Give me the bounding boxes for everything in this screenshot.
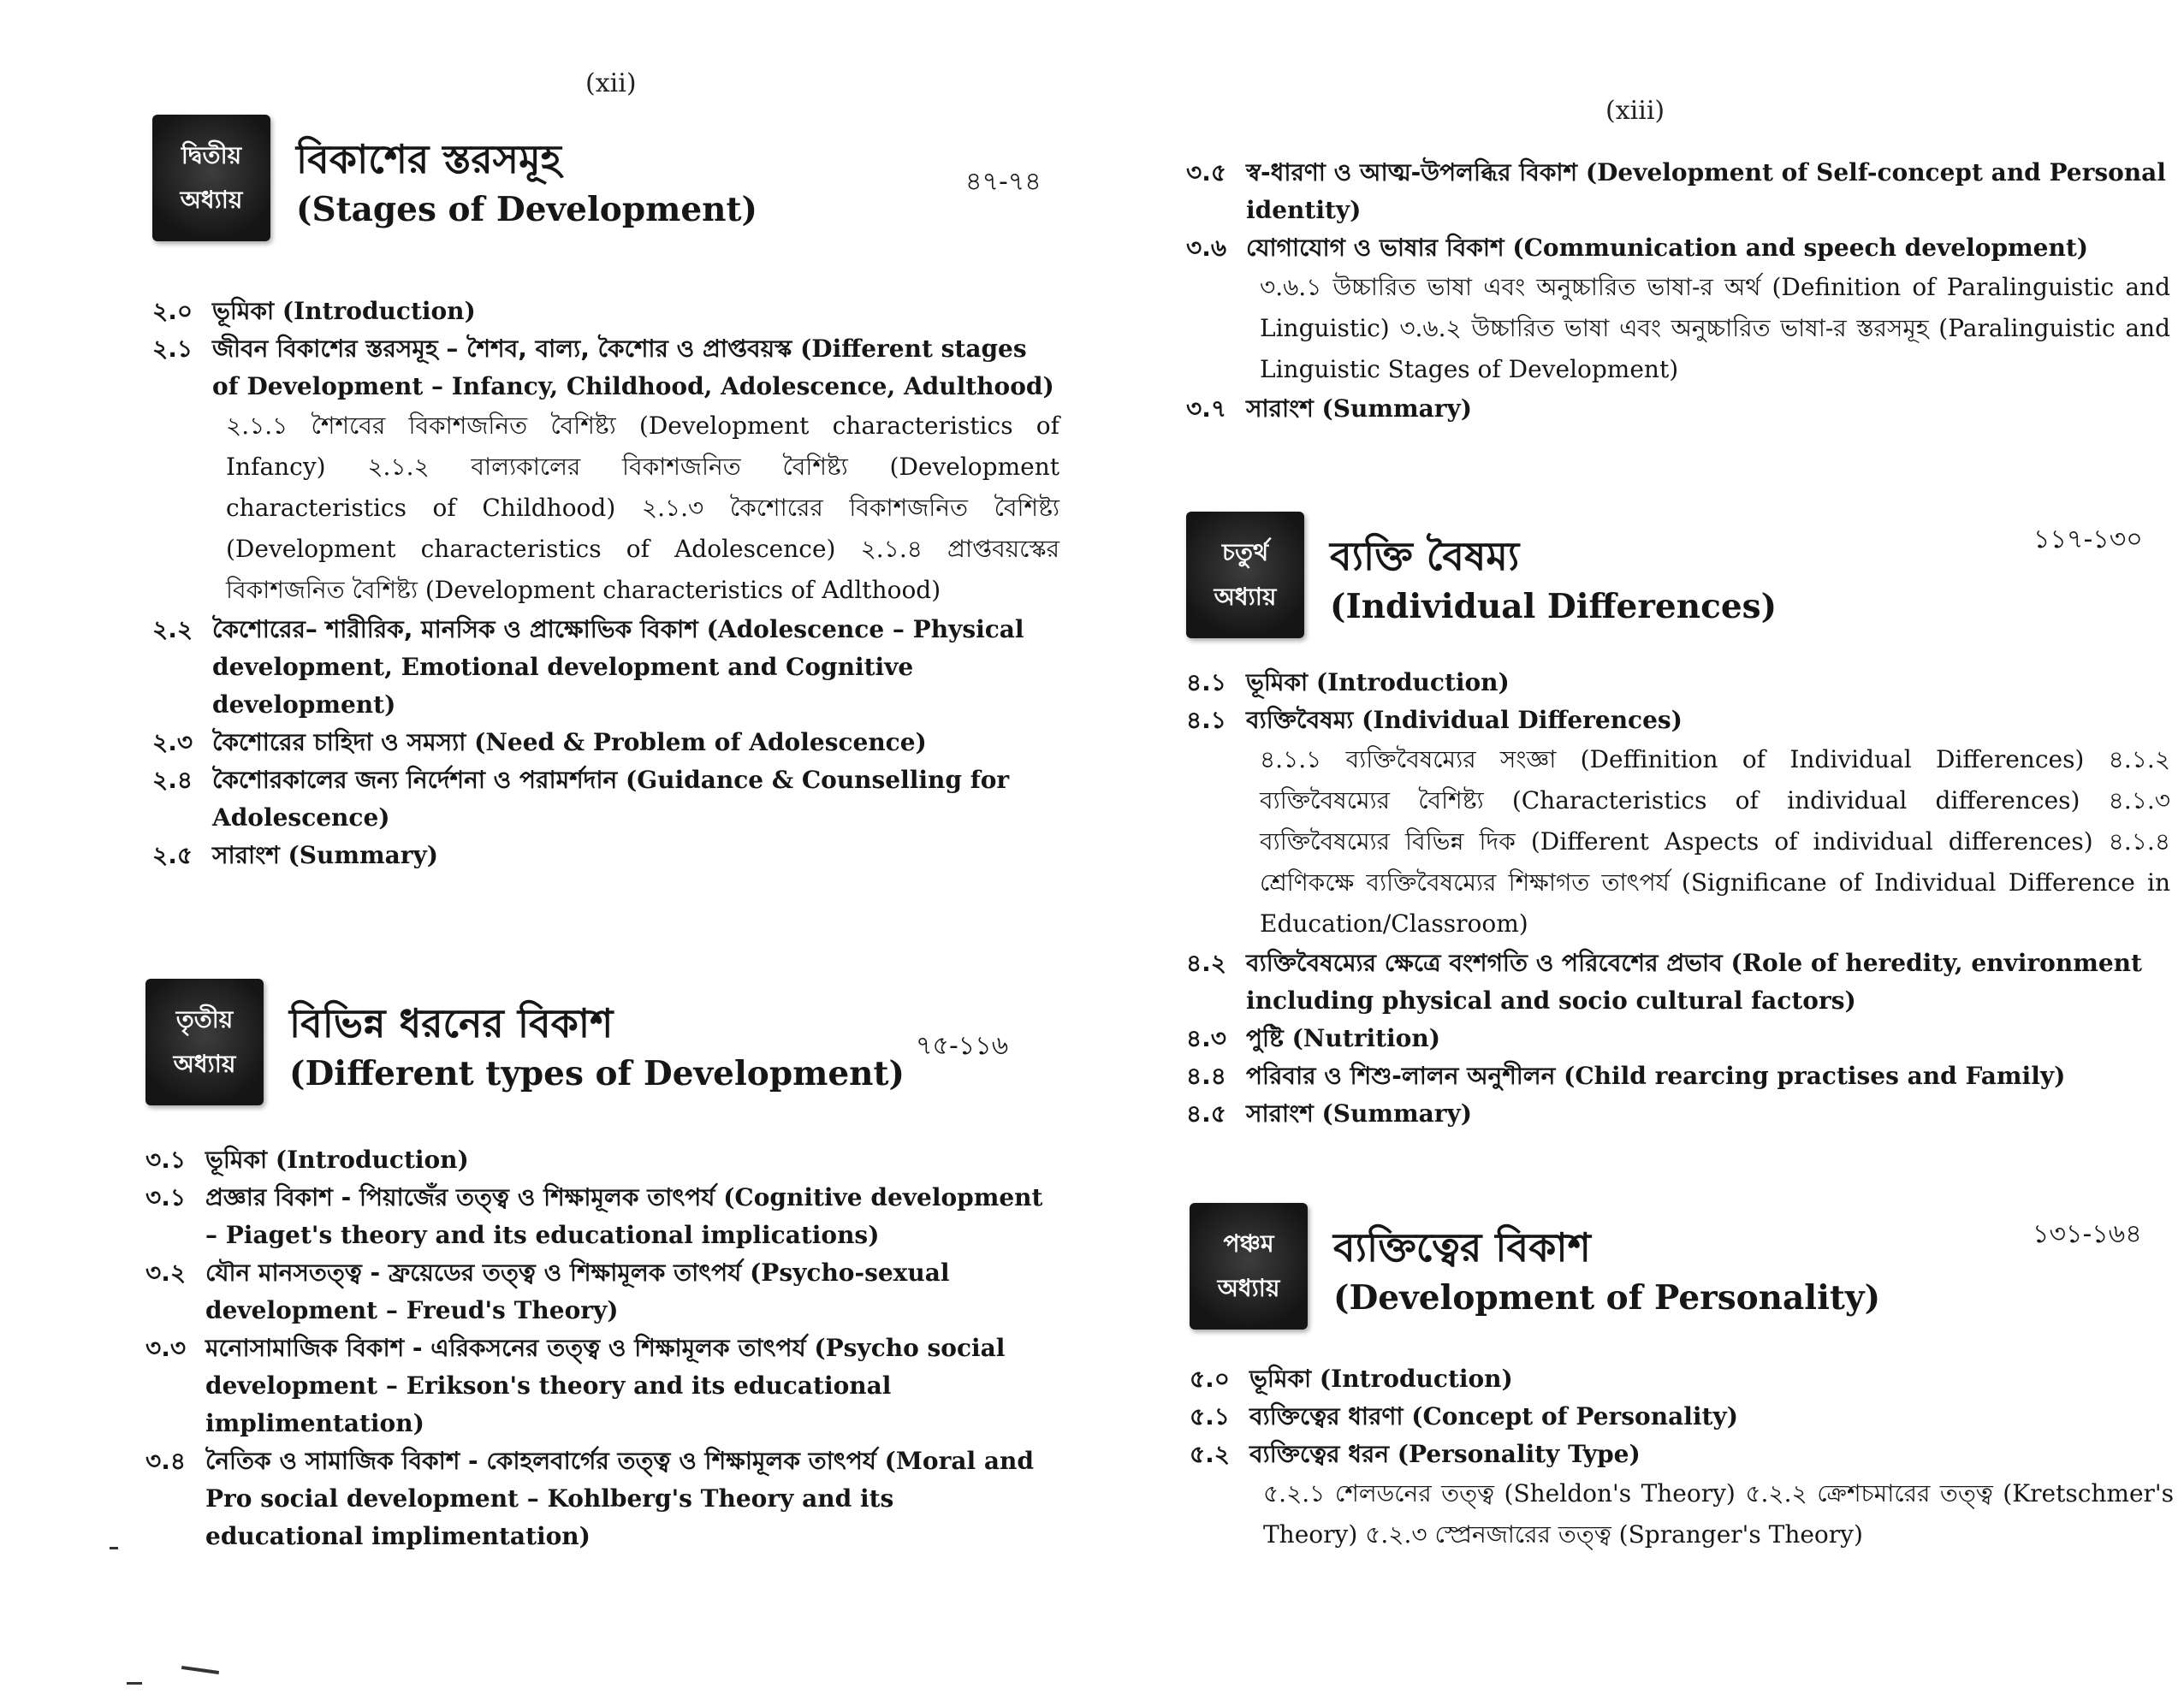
entry-number: ২.৫ <box>152 841 193 869</box>
chapter-page-range: ১৩১-১৬৪ <box>2033 1219 2142 1249</box>
chapter-title-bn: ব্যক্তি বৈষম্য <box>1330 533 1520 579</box>
entry-title-en: (Introduction) <box>282 297 476 325</box>
entry-number: ৩.৭ <box>1186 394 1227 423</box>
chapter-3-header <box>145 979 1053 1107</box>
entry-number: ৫.০ <box>1190 1365 1231 1393</box>
entry-title-en: (Introduction) <box>1315 668 1510 696</box>
entry-number: ২.১ <box>152 335 193 363</box>
toc-subentry <box>1186 739 2170 945</box>
chapter-4-header <box>1186 512 2170 640</box>
entry-number: ৫.২ <box>1190 1440 1231 1468</box>
scan-mark <box>110 1547 118 1549</box>
toc-entry <box>1186 702 2170 739</box>
entry-title-bn: সারাংশ <box>212 841 280 869</box>
entry-title-bn: মনোসামাজিক বিকাশ - এরিকসনের তত্ত্ব ও শিক্ষামূলক তাৎপর্য <box>205 1334 806 1362</box>
toc-subentry <box>1186 267 2170 390</box>
entry-title-en: (Psycho social development – Erikson's theory and its educational implimentation) <box>205 1334 1006 1437</box>
toc-entry <box>1186 945 2170 1020</box>
toc-entry <box>145 1141 1044 1179</box>
entry-title-bn: ব্যক্তিবৈষম্য <box>1246 706 1354 734</box>
entry-title-en: (Cognitive development – Piaget's theory and its educational implications) <box>205 1183 1043 1249</box>
entry-title-en: (Psycho-sexual development – Freud's Theory) <box>205 1259 950 1324</box>
subentry-text: ৪.১.১ ব্যক্তিবৈষম্যের সংজ্ঞা (Deffinition of Individual Differences) ৪.১.২ ব্যক্তিবৈষম্যের বৈশিষ্ট্য (Characteristics of individual differences) ৪.১.৩ ব্যক্তিবৈষম্যের বিভিন্ন দিক (Different Aspects of individual differences) ৪.১.৪ শ্রেণিকক্ষে ব্যক্তিবৈষম্যের শিক্ষাগত তাৎপর্য (Significane of Individual Difference in Education/Classroom) <box>1260 745 2170 938</box>
entry-title-bn: ভূমিকা <box>205 1146 268 1174</box>
toc-entry <box>1190 1436 2174 1473</box>
entry-number: ২.০ <box>152 297 193 325</box>
toc-entry <box>152 293 1059 330</box>
entry-number: ৪.৩ <box>1186 1024 1227 1052</box>
chapter-title-bn: বিকাশের স্তরসমূহ <box>296 136 561 182</box>
toc-entry <box>152 611 1059 724</box>
entry-number: ৩.৫ <box>1186 158 1227 187</box>
chapter-3-entries <box>145 1141 1044 1555</box>
toc-entry <box>152 330 1059 406</box>
entry-title-en: (Communication and speech development) <box>1512 234 2089 262</box>
entry-number: ২.২ <box>152 615 193 643</box>
chapter-4-entries <box>1186 664 2170 1133</box>
entry-title-bn: ব্যক্তিত্বের ধারণা <box>1249 1402 1404 1430</box>
scan-mark <box>181 1666 219 1674</box>
entry-title-en: (Need & Problem of Adolescence) <box>474 728 927 756</box>
entry-title-en: (Personality Type) <box>1397 1440 1641 1468</box>
entry-title-bn: ব্যক্তিবৈষম্যের ক্ষেত্রে বংশগতি ও পরিবেশের প্রভাব <box>1246 949 1723 977</box>
entry-title-en: (Concept of Personality) <box>1411 1402 1738 1430</box>
entry-title-en: (Guidance & Counselling for Adolescence) <box>212 766 1010 832</box>
entry-title-en: (Introduction) <box>1319 1365 1513 1393</box>
toc-entry <box>1186 1020 2170 1057</box>
entry-title-bn: ভূমিকা <box>1249 1365 1312 1393</box>
entry-title-en: (Role of heredity, environment including physical and socio cultural factors) <box>1246 949 2142 1015</box>
entry-title-bn: স্ব-ধারণা ও আত্ম-উপলব্ধির বিকাশ <box>1246 158 1578 187</box>
chapter-title-en: (Individual Differences) <box>1330 587 1777 626</box>
entry-title-bn: পুষ্টি <box>1246 1024 1284 1052</box>
entry-title-bn: ভূমিকা <box>1246 668 1309 696</box>
chapter-3-continued-entries <box>1186 154 2170 428</box>
entry-title-bn: কৈশোরের– শারীরিক, মানসিক ও প্রাক্ষোভিক বিকাশ <box>212 615 698 643</box>
chapter-badge: তৃতীয় অধ্যায় <box>145 979 264 1105</box>
toc-entry <box>1186 229 2170 267</box>
entry-number: ৪.৪ <box>1186 1062 1226 1090</box>
chapter-badge: দ্বিতীয় অধ্যায় <box>152 115 270 241</box>
entry-number: ৪.৫ <box>1186 1099 1226 1128</box>
entry-number: ৩.১ <box>145 1146 187 1174</box>
entry-number: ৫.১ <box>1190 1402 1230 1430</box>
entry-title-en: (Introduction) <box>275 1146 469 1174</box>
chapter-badge: পঞ্চম অধ্যায় <box>1190 1203 1308 1330</box>
entry-title-en: (Different stages of Development – Infancy, Childhood, Adolescence, Adulthood) <box>212 335 1054 400</box>
chapter-title-bn: ব্যক্তিত্বের বিকাশ <box>1333 1224 1591 1271</box>
toc-entry <box>1190 1360 2174 1398</box>
toc-entry <box>152 837 1059 874</box>
entry-title-bn: জীবন বিকাশের স্তরসমূহ – শৈশব, বাল্য, কৈশোর ও প্রাপ্তবয়স্ক <box>212 335 792 363</box>
entry-number: ২.৩ <box>152 728 193 756</box>
entry-title-en: (Development of Self-concept and Personal identity) <box>1246 158 2166 224</box>
entry-number: ৩.৬ <box>1186 234 1227 262</box>
chapter-2-entries <box>152 293 1059 874</box>
toc-entry <box>1186 1095 2170 1133</box>
entry-number: ৪.১ <box>1186 668 1226 696</box>
entry-title-en: (Summary) <box>1321 1099 1473 1128</box>
entry-title-bn: যৌন মানসতত্ত্ব - ফ্রয়েডের তত্ত্ব ও শিক্ষামূলক তাৎপর্য <box>205 1259 742 1287</box>
entry-number: ৩.৩ <box>145 1334 187 1362</box>
entry-title-bn: ব্যক্তিত্বের ধরন <box>1249 1440 1390 1468</box>
chapter-title-bn: বিভিন্ন ধরনের বিকাশ <box>289 1000 614 1046</box>
entry-title-en: (Summary) <box>288 841 439 869</box>
toc-entry <box>145 1442 1044 1555</box>
chapter-title-en: (Development of Personality) <box>1333 1278 1881 1318</box>
entry-title-en: (Individual Differences) <box>1362 706 1683 734</box>
chapter-5-header <box>1190 1203 2174 1331</box>
entry-title-en: (Nutrition) <box>1291 1024 1440 1052</box>
toc-entry <box>1186 664 2170 702</box>
chapter-page-range: ৪৭-৭৪ <box>965 167 1042 197</box>
toc-entry <box>1190 1398 2174 1436</box>
toc-subentry <box>1190 1473 2174 1555</box>
entry-number: ৩.৪ <box>145 1447 187 1475</box>
chapter-2-header <box>152 115 1059 243</box>
chapter-page-range: ৭৫-১১৬ <box>916 1031 1009 1061</box>
entry-number: ৩.১ <box>145 1183 187 1211</box>
toc-entry <box>152 724 1059 761</box>
entry-title-bn: ভূমিকা <box>212 297 275 325</box>
toc-entry <box>1186 1057 2170 1095</box>
entry-title-en: (Summary) <box>1321 394 1473 423</box>
entry-title-en: (Moral and Pro social development – Kohlberg's Theory and its educational implimentation) <box>205 1447 1034 1550</box>
entry-title-bn: সারাংশ <box>1246 394 1314 423</box>
scan-mark <box>127 1682 142 1685</box>
entry-number: ২.৪ <box>152 766 193 794</box>
chapter-title-en: (Different types of Development) <box>289 1054 905 1093</box>
entry-title-bn: যোগাযোগ ও ভাষার বিকাশ <box>1246 234 1504 262</box>
entry-number: ৩.২ <box>145 1259 187 1287</box>
entry-title-en: (Adolescence – Physical development, Emotional development and Cognitive development) <box>212 615 1024 719</box>
entry-title-bn: কৈশোরকালের জন্য নির্দেশনা ও পরামর্শদান <box>212 766 618 794</box>
chapter-5-entries <box>1190 1360 2174 1555</box>
page-number: (xiii) <box>1605 96 1665 126</box>
toc-entry <box>145 1330 1044 1442</box>
page-number: (xii) <box>585 68 637 98</box>
entry-title-bn: কৈশোরের চাহিদা ও সমস্যা <box>212 728 466 756</box>
toc-entry <box>1186 154 2170 229</box>
entry-title-bn: সারাংশ <box>1246 1099 1314 1128</box>
chapter-title-en: (Stages of Development) <box>296 190 757 229</box>
entry-number: ৪.১ <box>1186 706 1226 734</box>
subentry-text: ৫.২.১ শেলডনের তত্ত্ব (Sheldon's Theory) ৫.২.২ ক্রেশচমারের তত্ত্ব (Kretschmer's Theory) ৫.২.৩ স্প্রেনজারের তত্ত্ব (Spranger's Theory) <box>1263 1479 2174 1549</box>
chapter-page-range: ১১৭-১৩০ <box>2033 524 2143 554</box>
entry-title-bn: প্রজ্ঞার বিকাশ - পিয়াজেঁর তত্ত্ব ও শিক্ষামূলক তাৎপর্য <box>205 1183 715 1211</box>
entry-number: ৪.২ <box>1186 949 1227 977</box>
chapter-badge: চতুর্থ অধ্যায় <box>1186 512 1304 638</box>
toc-entry <box>145 1179 1044 1254</box>
toc-entry <box>1186 390 2170 428</box>
entry-title-en: (Child rearcing practises and Family) <box>1564 1062 2066 1090</box>
toc-entry <box>152 761 1059 837</box>
subentry-text: ৩.৬.১ উচ্চারিত ভাষা এবং অনুচ্চারিত ভাষা-র অর্থ (Definition of Paralinguistic and Linguistic) ৩.৬.২ উচ্চারিত ভাষা এবং অনুচ্চারিত ভাষা-র স্তরসমূহ (Paralinguistic and Linguistic Stages of Development) <box>1260 273 2170 383</box>
right-page <box>1092 0 2184 1700</box>
subentry-text: ২.১.১ শৈশবের বিকাশজনিত বৈশিষ্ট্য (Development characteristics of Infancy) ২.১.২ বাল্যকালের বিকাশজনিত বৈশিষ্ট্য (Development characteristics of Childhood) ২.১.৩ কৈশোরের বিকাশজনিত বৈশিষ্ট্য (Development characteristics of Adolescence) ২.১.৪ প্রাপ্তবয়স্কের বিকাশজনিত বৈশিষ্ট্য (Development characteristics of Adlthood) <box>226 412 1059 604</box>
toc-subentry <box>152 406 1059 611</box>
entry-title-bn: নৈতিক ও সামাজিক বিকাশ - কোহলবার্গের তত্ত্ব ও শিক্ষামূলক তাৎপর্য <box>205 1447 876 1475</box>
toc-entry <box>145 1254 1044 1330</box>
entry-title-bn: পরিবার ও শিশু-লালন অনুশীলন <box>1246 1062 1556 1090</box>
